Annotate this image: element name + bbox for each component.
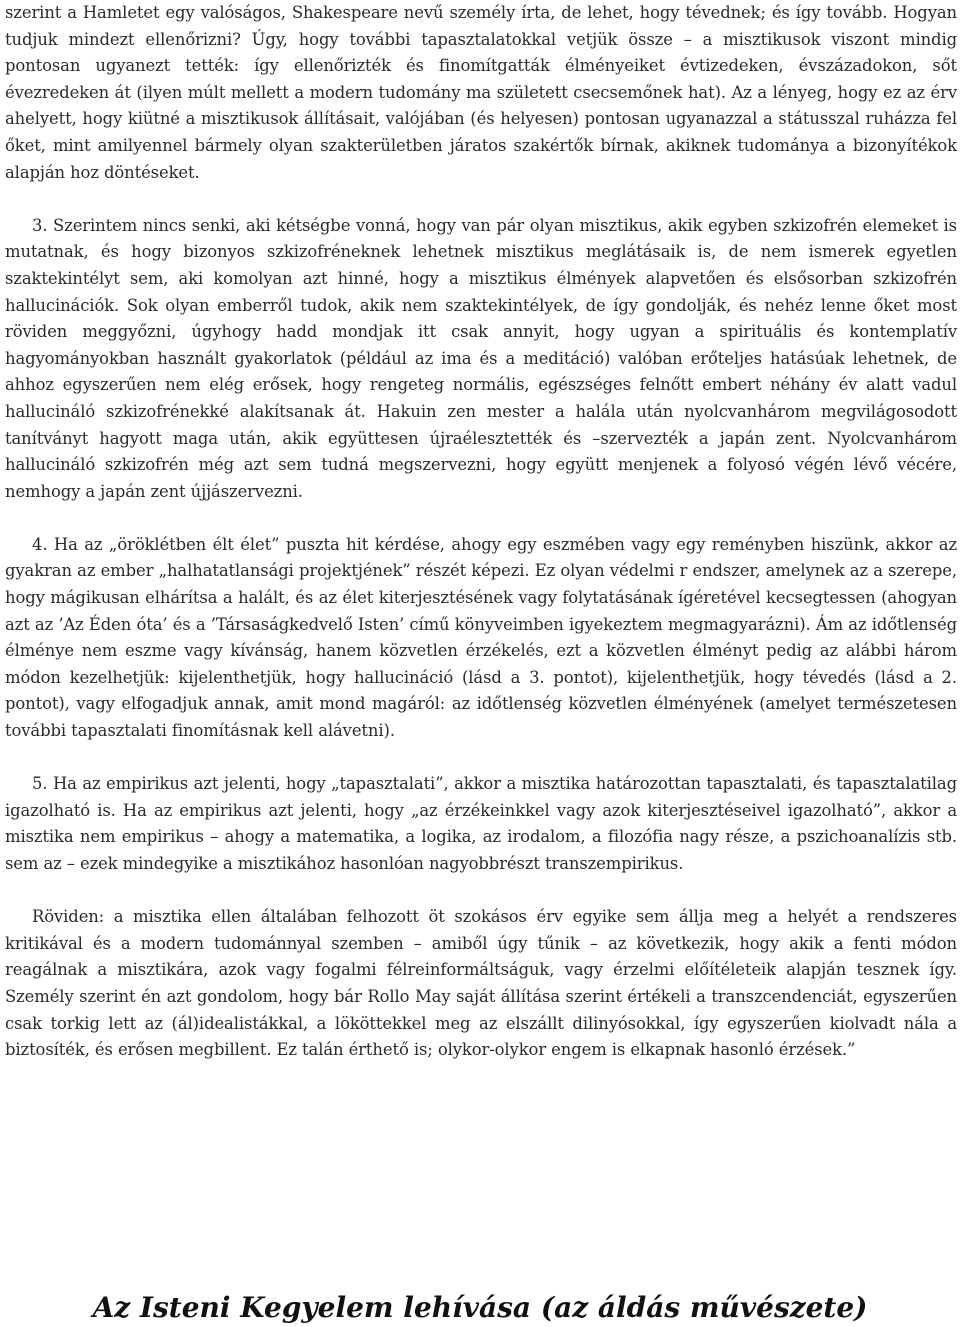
paragraph-point-4: 4. Ha az „öröklétben élt élet” puszta hit kérdése, ahogy egy eszmében vagy egy reményben hiszünk, akkor az gyakran az ember „halhatatlansági projektjének” részét képezi. Ez olyan védelmi r endszer, amelynek az a szerepe, hogy mágikusan elhárítsa a halált, és az élet kiterjesztésének vagy folytatásának ígéretével kecsegtessen (ahogyan azt az ’Az Éden óta’ és a ’Társaságkedvelő Isten’ című könyveimben igyekeztem megmagyarázni). Ám az időtlenség élménye nem eszme vagy kívánság, hanem közvetlen érzékelés, ezt a közvetlen élményt pedig az alábbi három módon kezelhetjük: kijelenthetjük, hogy hallucináció (lásd a 3. pontot), kijelenthetjük, hogy tévedés (lásd a 2. pontot), vagy elfogadjuk annak, amit mond magáról: az időtlenség közvetlen élményének (amelyet természetesen további tapasztalati finomításnak kell alávetni).	[5, 534, 957, 741]
paragraph-hamlet-argument: szerint a Hamletet egy valóságos, Shakespeare nevű személy írta, de lehet, hogy tévednek; és így tovább. Hogyan tudjuk mindezt ellenőrizni? Úgy, hogy további tapasztalatokkal vetjük össze – a misztikusok viszont mindig pontosan ugyanezt tették: így ellenőrizték és finomítgatták élményeiket évtizedeken, évszázadokon, sőt évezredeken át (ilyen múlt mellett a modern tudomány ma született csecsemőnek hat). Az a lényeg, hogy ez az érv ahelyett, hogy kiütné a misztikusok állításait, valójában (és helyesen) pontosan ugyanazzal a státusszal ruházza fel őket, mint amilyennel bármely olyan szakterületben járatos szakértők bírnak, akiknek tudománya a bizonyítékok alapján hoz döntéseket.	[5, 3, 957, 182]
section-heading: Az Isteni Kegyelem lehívása (az áldás művészete)	[92, 1291, 868, 1324]
paragraph-point-5: 5. Ha az empirikus azt jelenti, hogy „tapasztalati”, akkor a misztika határozottan tapasztalati, és tapasztalatilag igazolható is. Ha az empirikus azt jelenti, hogy „az érzékeinkkel vagy azok kiterjesztéseivel igazolható”, akkor a misztika nem empirikus – ahogy a matematika, a logika, az irodalom, a filozófia nagy része, a pszichoanalízis stb. sem az – ezek mindegyike a misztikához hasonlóan nagyobbrészt transzempirikus.	[5, 774, 957, 873]
document-body	[5, 0, 957, 1064]
paragraph-point-3: 3. Szerintem nincs senki, aki kétségbe vonná, hogy van pár olyan misztikus, akik egyben szkizofrén elemeket is mutatnak, és hogy bizonyos szkizofréneknek lehetnek misztikus meglátásaik is, de nem ismerek egyetlen szaktekintélyt sem, aki komolyan azt hinné, hogy a misztikus élmények alapvetően és elsősorban szkizofrén hallucinációk. Sok olyan emberről tudok, akik nem szaktekintélyek, de így gondolják, és nehéz lenne őket most röviden meggyőzni, úgyhogy hadd mondjak itt csak annyit, hogy ugyan a spirituális és kontemplatív hagyományokban használt gyakorlatok (például az ima és a meditáció) valóban erőteljes hatásúak lehetnek, de ahhoz egyszerűen nem elég erősek, hogy rengeteg normális, egészséges felnőtt embert néhány év alatt vadul hallucináló szkizofrénekké alakítsanak át. Hakuin zen mester a halála után nyolcvanhárom megvilágosodott tanítványt hagyott maga után, akik együttesen újraélesztették és –szervezték a japán zent. Nyolcvanhárom hallucináló szkizofrén még azt sem tudná megszervezni, hogy együtt menjenek a folyosó végén lévő vécére, nemhogy a japán zent újjászervezni.	[5, 215, 957, 501]
paragraph-summary: Röviden: a misztika ellen általában felhozott öt szokásos érv egyike sem állja meg a helyét a rendszeres kritikával és a modern tudománnyal szemben – amiből úgy tűnik – az következik, hogy akik a fenti módon reagálnak a misztikára, azok vagy fogalmi félreinformáltságuk, vagy érzelmi előítéleteik alapján tesznek így. Személy szerint én azt gondolom, hogy bár Rollo May saját állítása szerint értékeli a transzcendenciát, egyszerűen csak torkig lett az (ál)idealistákkal, a lököttekkel meg az elszállt dilinyósokkal, így egyszerűen kiolvadt nála a biztosíték, és erősen megbillent. Ez talán érthető is; olykor-olykor engem is elkapnak hasonló érzések.”	[5, 907, 957, 1060]
